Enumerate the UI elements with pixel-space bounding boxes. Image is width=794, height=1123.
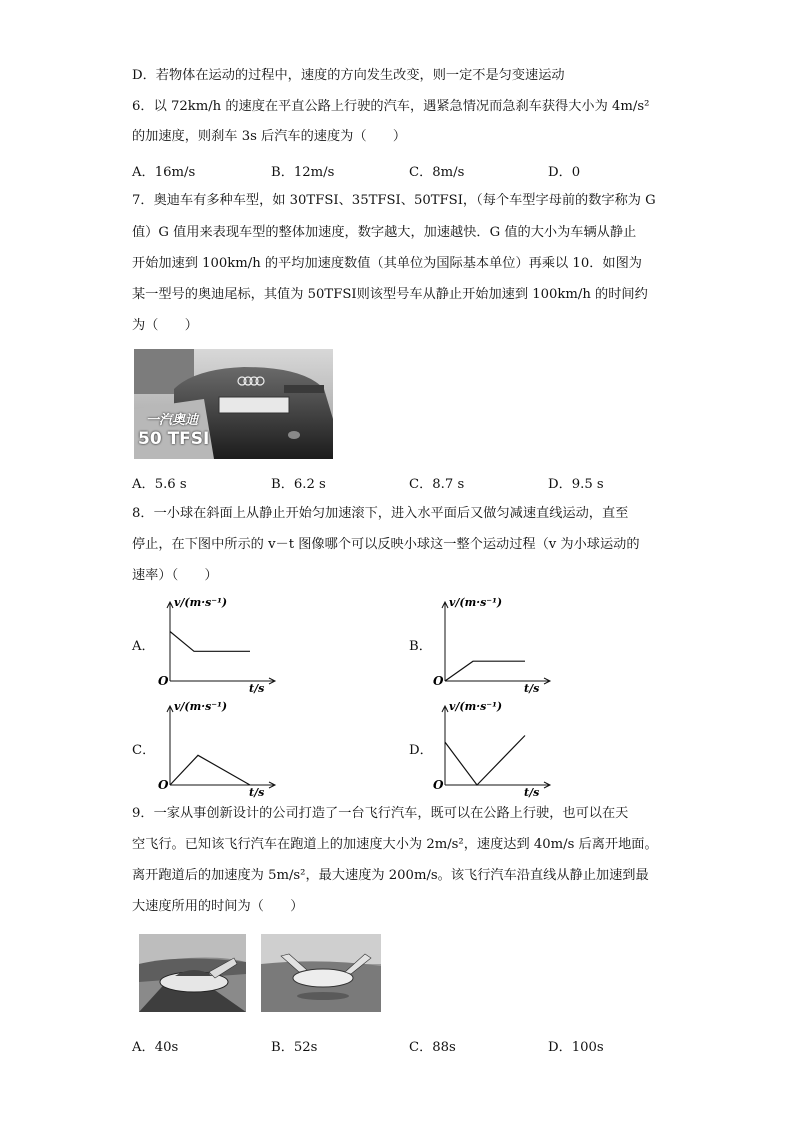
- q7-stem-line4: 某一型号的奥迪尾标，其值为 50TFSI则该型号车从静止开始加速到 100km/h 的时间约: [132, 287, 648, 302]
- q8-graph-d: [430, 698, 610, 798]
- x-axis-label: t/s: [524, 786, 540, 798]
- audi-model-text: 50 TFSI: [138, 429, 210, 449]
- q7-option-a: A．5.6 s: [132, 477, 187, 492]
- y-axis-label: v/(m·s⁻¹): [449, 596, 503, 609]
- q7-stem-line5: 为（ ）: [132, 318, 198, 333]
- y-axis-label: v/(m·s⁻¹): [174, 700, 228, 713]
- q8-graph-d-label: D．: [409, 743, 433, 758]
- q7-option-c: C．8.7 s: [409, 477, 465, 492]
- origin-label: O: [433, 778, 444, 792]
- audi-badge-text: 一汽奥迪: [146, 413, 199, 428]
- q7-option-b: B．6.2 s: [271, 477, 326, 492]
- q9-stem-line1: 9．一家从事创新设计的公司打造了一台飞行汽车，既可以在公路上行驶，也可以在天: [132, 806, 629, 821]
- q8-graph-a: [155, 594, 335, 694]
- q6-option-c: C．8m/s: [409, 165, 465, 180]
- q9-stem-line4: 大速度所用的时间为（ ）: [132, 899, 304, 914]
- q6-option-b: B．12m/s: [271, 165, 335, 180]
- q8-graph-a-label: A．: [132, 639, 155, 654]
- q6-stem-line2: 的加速度，则刹车 3s 后汽车的速度为（ ）: [132, 129, 407, 144]
- y-axis-label: v/(m·s⁻¹): [449, 700, 503, 713]
- q8-graph-c: [155, 698, 335, 798]
- q5-option-d: D．若物体在运动的过程中，速度的方向发生改变，则一定不是匀变速运动: [132, 68, 565, 83]
- q6-option-d: D．0: [548, 165, 581, 180]
- q8-stem-line1: 8．一小球在斜面上从静止开始匀加速滚下，进入水平面后又做匀减速直线运动，直至: [132, 506, 629, 521]
- x-axis-label: t/s: [249, 786, 265, 798]
- q9-option-d: D．100s: [548, 1040, 604, 1055]
- y-axis-label: v/(m·s⁻¹): [174, 596, 228, 609]
- v-t-curve: [445, 736, 525, 786]
- q6-stem-line1: 6．以 72km/h 的速度在平直公路上行驶的汽车，遇紧急情况而急刹车获得大小为 4m/s²: [132, 99, 650, 114]
- q8-stem-line3: 速率）（ ）: [132, 568, 218, 583]
- q9-stem-line3: 离开跑道后的加速度为 5m/s²，最大速度为 200m/s。该飞行汽车沿直线从静止加速到最: [132, 868, 649, 883]
- q9-stem-line2: 空飞行。已知该飞行汽车在跑道上的加速度大小为 2m/s²，速度达到 40m/s 后离开地面。: [132, 837, 658, 852]
- q7-stem-line3: 开始加速到 100km/h 的平均加速度数值（其单位为国际基本单位）再乘以 10．如图为: [132, 256, 642, 271]
- v-t-curve: [445, 661, 525, 681]
- q9-option-a: A．40s: [132, 1040, 179, 1055]
- origin-label: O: [158, 674, 169, 688]
- q8-graph-c-label: C．: [132, 743, 156, 758]
- origin-label: O: [158, 778, 169, 792]
- audi-rear-photo: [134, 349, 333, 459]
- v-t-curve: [170, 632, 250, 652]
- q6-option-a: A．16m/s: [132, 165, 196, 180]
- x-axis-label: t/s: [524, 682, 540, 694]
- q8-graph-b-label: B．: [409, 639, 432, 654]
- flying-car-hover-photo: [261, 934, 381, 1012]
- q7-stem-line2: 值）G 值用来表现车型的整体加速度，数字越大，加速越快．G 值的大小为车辆从静止: [132, 225, 637, 240]
- q7-option-d: D．9.5 s: [548, 477, 604, 492]
- q9-option-b: B．52s: [271, 1040, 318, 1055]
- q7-stem-line1: 7．奥迪车有多种车型，如 30TFSI、35TFSI、50TFSI，（每个车型字母前的数字称为 G: [132, 193, 656, 208]
- q8-stem-line2: 停止，在下图中所示的 v－t 图像哪个可以反映小球这一整个运动过程（v 为小球运动的: [132, 537, 640, 552]
- q9-option-c: C．88s: [409, 1040, 456, 1055]
- flying-car-road-photo: [139, 934, 246, 1012]
- origin-label: O: [433, 674, 444, 688]
- q8-graph-b: [430, 594, 610, 694]
- v-t-curve: [170, 755, 250, 785]
- x-axis-label: t/s: [249, 682, 265, 694]
